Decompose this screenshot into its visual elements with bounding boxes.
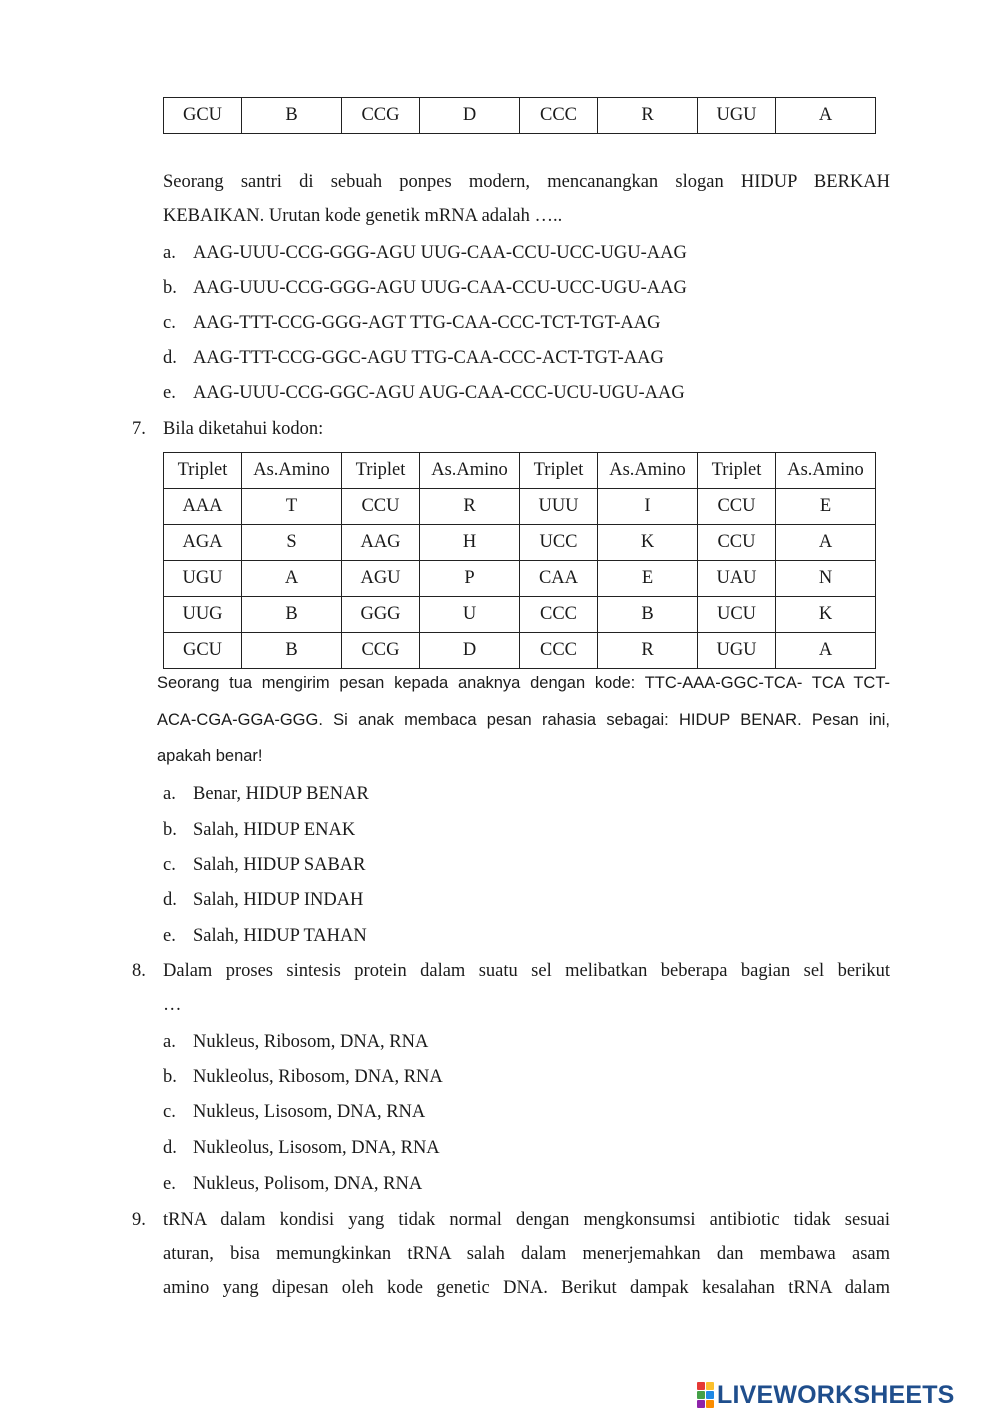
q9-number: 9.: [132, 1210, 146, 1230]
q6-stem-line: KEBAIKAN. Urutan kode genetik mRNA adalah …..: [163, 206, 563, 226]
option-letter: c.: [163, 313, 176, 333]
q6-stem: [163, 165, 890, 233]
option-letter: c.: [163, 1102, 176, 1122]
table-cell: E: [776, 489, 876, 525]
q6-option-c[interactable]: [163, 308, 660, 338]
column-header: Triplet: [342, 453, 420, 489]
table-row: [164, 98, 876, 134]
q8-option-b[interactable]: [163, 1062, 443, 1092]
table-cell: D: [420, 633, 520, 669]
table-cell: I: [598, 489, 698, 525]
table-cell: GGG: [342, 597, 420, 633]
q7-number: 7.: [132, 419, 146, 439]
column-header: As.Amino: [598, 453, 698, 489]
option-text: Nukleolus, Lisosom, DNA, RNA: [193, 1138, 440, 1158]
option-text: Salah, HIDUP ENAK: [193, 820, 356, 840]
table-cell: E: [598, 561, 698, 597]
table-cell: UCC: [520, 525, 598, 561]
q8-option-d[interactable]: [163, 1133, 440, 1163]
q7-option-c[interactable]: [163, 850, 366, 880]
column-header: Triplet: [698, 453, 776, 489]
table-cell: A: [776, 525, 876, 561]
logo-mark-square: [697, 1391, 705, 1399]
option-text: Salah, HIDUP TAHAN: [193, 926, 367, 946]
option-text: AAG-UUU-CCG-GGG-AGU UUG-CAA-CCU-UCC-UGU-AAG: [193, 278, 687, 298]
option-text: Nukleus, Lisosom, DNA, RNA: [193, 1102, 426, 1122]
table-cell: B: [242, 633, 342, 669]
top-codon-table-fragment: [163, 97, 876, 134]
option-letter: c.: [163, 855, 176, 875]
table-cell: CCG: [342, 98, 420, 134]
table-cell: A: [776, 633, 876, 669]
table-cell: UCU: [698, 597, 776, 633]
table-row: [164, 633, 876, 669]
option-letter: d.: [163, 348, 177, 368]
table-cell: T: [242, 489, 342, 525]
liveworksheets-logo-icon: [697, 1382, 714, 1408]
q7-message: [157, 665, 890, 775]
column-header: As.Amino: [420, 453, 520, 489]
q7-option-b[interactable]: [163, 815, 355, 845]
table-cell: P: [420, 561, 520, 597]
table-row: [164, 525, 876, 561]
q8-option-a[interactable]: [163, 1027, 428, 1057]
table-cell: UGU: [698, 633, 776, 669]
column-header: Triplet: [164, 453, 242, 489]
table-cell: B: [242, 98, 342, 134]
option-text: Salah, HIDUP SABAR: [193, 855, 366, 875]
q7-option-e[interactable]: [163, 921, 367, 951]
table-cell: N: [776, 561, 876, 597]
table-cell: A: [776, 98, 876, 134]
option-text: Benar, HIDUP BENAR: [193, 784, 369, 804]
table-cell: UUG: [164, 597, 242, 633]
table-cell: R: [420, 489, 520, 525]
table-cell: CCG: [342, 633, 420, 669]
option-text: Nukleus, Ribosom, DNA, RNA: [193, 1032, 429, 1052]
table-cell: AAA: [164, 489, 242, 525]
table-cell: GCU: [164, 98, 242, 134]
table-cell: CCU: [698, 525, 776, 561]
table-cell: CCC: [520, 98, 598, 134]
table-cell: CCU: [698, 489, 776, 525]
option-letter: b.: [163, 278, 177, 298]
table-cell: H: [420, 525, 520, 561]
q7-option-d[interactable]: [163, 885, 363, 915]
table-cell: K: [776, 597, 876, 633]
logo-mark-square: [706, 1400, 714, 1408]
q9-stem-line: tRNA dalam kondisi yang tidak normal dengan mengkonsumsi antibiotic tidak sesuai: [163, 1210, 890, 1230]
q6-option-d[interactable]: [163, 343, 664, 373]
q9-stem-line: aturan, bisa memungkinkan tRNA salah dalam menerjemahkan dan membawa asam: [163, 1244, 890, 1264]
option-letter: b.: [163, 820, 177, 840]
q6-option-e[interactable]: [163, 378, 685, 408]
option-letter: a.: [163, 1032, 176, 1052]
logo-text: LIVEWORKSHEETS: [717, 1380, 955, 1409]
table-cell: B: [242, 597, 342, 633]
column-header: Triplet: [520, 453, 598, 489]
q6-stem-line: Seorang santri di sebuah ponpes modern, mencanangkan slogan HIDUP BERKAH: [163, 172, 890, 192]
q8-stem-line: Dalam proses sintesis protein dalam suatu sel melibatkan beberapa bagian sel berikut: [163, 961, 890, 981]
q9-stem: [163, 1203, 890, 1305]
column-header: As.Amino: [776, 453, 876, 489]
table-cell: UUU: [520, 489, 598, 525]
option-letter: e.: [163, 383, 176, 403]
option-text: AAG-UUU-CCG-GGC-AGU AUG-CAA-CCC-UCU-UGU-AAG: [193, 383, 685, 403]
option-letter: a.: [163, 243, 176, 263]
table-cell: S: [242, 525, 342, 561]
q7-message-line: Seorang tua mengirim pesan kepada anaknya dengan kode: TTC-AAA-GGC-TCA- TCA TCT-: [157, 674, 890, 692]
option-text: AAG-UUU-CCG-GGG-AGU UUG-CAA-CCU-UCC-UGU-AAG: [193, 243, 687, 263]
table-cell: CAA: [520, 561, 598, 597]
table-cell: CCC: [520, 633, 598, 669]
option-letter: e.: [163, 926, 176, 946]
table-cell: R: [598, 98, 698, 134]
table-cell: AAG: [342, 525, 420, 561]
option-letter: b.: [163, 1067, 177, 1087]
option-text: Salah, HIDUP INDAH: [193, 890, 364, 910]
table-cell: CCC: [520, 597, 598, 633]
logo-mark-square: [706, 1382, 714, 1390]
table-row: [164, 597, 876, 633]
table-cell: CCU: [342, 489, 420, 525]
option-text: AAG-TTT-CCG-GGC-AGU TTG-CAA-CCC-ACT-TGT-AAG: [193, 348, 664, 368]
option-letter: a.: [163, 784, 176, 804]
q7-message-line: ACA-CGA-GGA-GGG. Si anak membaca pesan rahasia sebagai: HIDUP BENAR. Pesan ini,: [157, 710, 890, 729]
q8-stem-line: …: [163, 995, 182, 1015]
q7-message-line: apakah benar!: [157, 747, 263, 765]
table-cell: UGU: [164, 561, 242, 597]
q9-stem-line: amino yang dipesan oleh kode genetic DNA. Berikut dampak kesalahan tRNA dalam: [163, 1278, 890, 1298]
option-text: Nukleolus, Ribosom, DNA, RNA: [193, 1067, 443, 1087]
table-cell: D: [420, 98, 520, 134]
logo-mark-square: [697, 1382, 705, 1390]
q6-option-b[interactable]: [163, 273, 687, 303]
table-header-row: [164, 453, 876, 489]
q7-option-a[interactable]: [163, 779, 369, 809]
table-cell: R: [598, 633, 698, 669]
table-row: [164, 561, 876, 597]
table-cell: UGU: [698, 98, 776, 134]
q8-stem: [163, 954, 890, 1022]
q8-option-e[interactable]: [163, 1169, 422, 1199]
option-text: Nukleus, Polisom, DNA, RNA: [193, 1174, 423, 1194]
liveworksheets-logo[interactable]: [697, 1380, 955, 1410]
table-cell: UAU: [698, 561, 776, 597]
table-cell: AGA: [164, 525, 242, 561]
codon-table: [163, 452, 876, 669]
option-letter: d.: [163, 890, 177, 910]
option-text: AAG-TTT-CCG-GGG-AGT TTG-CAA-CCC-TCT-TGT-AAG: [193, 313, 661, 333]
table-cell: GCU: [164, 633, 242, 669]
table-cell: U: [420, 597, 520, 633]
q6-option-a[interactable]: [163, 238, 687, 268]
q7-stem: Bila diketahui kodon:: [163, 419, 324, 439]
q8-option-c[interactable]: [163, 1097, 425, 1127]
table-cell: K: [598, 525, 698, 561]
logo-mark-square: [697, 1400, 705, 1408]
option-letter: e.: [163, 1174, 176, 1194]
table-row: [164, 489, 876, 525]
q8-number: 8.: [132, 961, 146, 981]
table-cell: A: [242, 561, 342, 597]
logo-mark-square: [706, 1391, 714, 1399]
option-letter: d.: [163, 1138, 177, 1158]
table-cell: B: [598, 597, 698, 633]
column-header: As.Amino: [242, 453, 342, 489]
table-cell: AGU: [342, 561, 420, 597]
